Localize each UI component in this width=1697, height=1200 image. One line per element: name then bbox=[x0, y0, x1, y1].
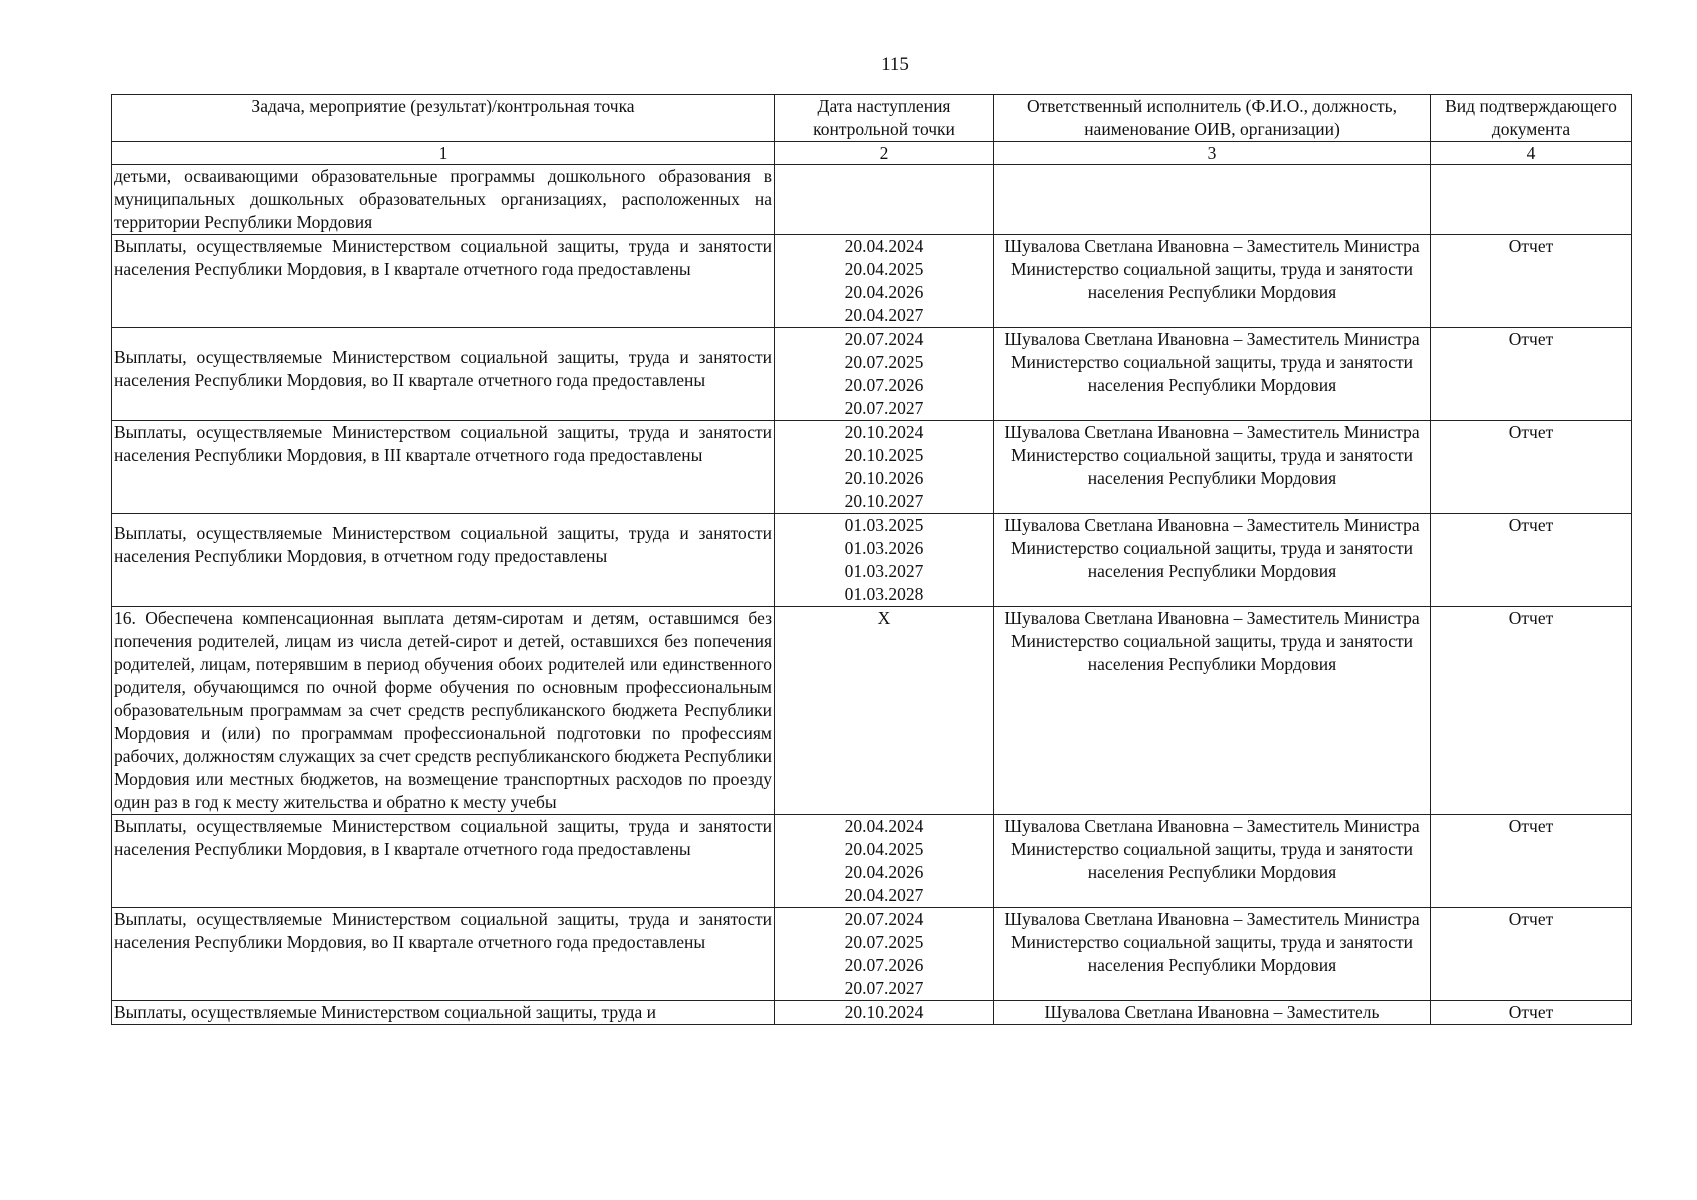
date-cell bbox=[775, 165, 994, 235]
document-type-cell: Отчет bbox=[1431, 421, 1632, 514]
responsible-cell bbox=[994, 1001, 1431, 1025]
table-body bbox=[112, 165, 1632, 1025]
control-date: 20.07.2025 bbox=[844, 352, 924, 372]
task-cell: 16. Обеспечена компенсационная выплата детям-сиротам и детям, оставшимся без попечения родителей, лицам из числа детей-сирот и детей, оставшихся без попечения родителей, лицам, потерявшим в период обучения обоих родителей или единственного родителя, обучающимся по очной форме обучения по основным профессиональным образовательным программам за счет средств республиканского бюджета Республики Мордовия и (или) по программам профессиональной подготовки по профессиям рабочих, должностям служащих за счет средств республиканского бюджета Республики Мордовия или местных бюджетов, на возмещение транспортных расходов по проезду один раз в год к месту жительства и обратно к месту учебы bbox=[112, 607, 775, 815]
control-date: 01.03.2027 bbox=[844, 561, 924, 581]
control-date: 20.10.2024 bbox=[844, 1002, 924, 1022]
responsible-organization: Министерство социальной защиты, труда и занятости населения Республики Мордовия bbox=[1011, 631, 1413, 674]
header-task: Задача, мероприятие (результат)/контрольная точка bbox=[112, 95, 775, 142]
table-row bbox=[112, 607, 1632, 815]
task-cell: детьми, осваивающими образовательные программы дошкольного образования в муниципальных дошкольных образовательных организациях, расположенных на территории Республики Мордовия bbox=[112, 165, 775, 235]
control-date: 20.04.2026 bbox=[844, 862, 924, 882]
date-cell bbox=[775, 328, 994, 421]
control-date: 20.07.2024 bbox=[844, 329, 924, 349]
control-date: 20.07.2026 bbox=[844, 375, 924, 395]
table-row bbox=[112, 235, 1632, 328]
document-type-cell: Отчет bbox=[1431, 235, 1632, 328]
responsible-cell bbox=[994, 815, 1431, 908]
table-row bbox=[112, 908, 1632, 1001]
document-type-cell bbox=[1431, 165, 1632, 235]
control-date: 20.10.2025 bbox=[844, 445, 924, 465]
table-row bbox=[112, 328, 1632, 421]
control-date: 20.04.2024 bbox=[844, 236, 924, 256]
responsible-person: Шувалова Светлана Ивановна – Заместитель Министра bbox=[1004, 608, 1420, 628]
control-date: 20.07.2025 bbox=[844, 932, 924, 952]
control-date: Х bbox=[877, 608, 891, 628]
task-cell: Выплаты, осуществляемые Министерством социальной защиты, труда и занятости населения Республики Мордовия, в отчетном году предоставлены bbox=[112, 514, 775, 607]
control-date: 20.10.2027 bbox=[844, 491, 924, 511]
responsible-person: Шувалова Светлана Ивановна – Заместитель Министра bbox=[1004, 422, 1420, 442]
date-cell bbox=[775, 607, 994, 815]
control-date: 20.07.2026 bbox=[844, 955, 924, 975]
column-number-row bbox=[112, 142, 1632, 165]
control-date: 20.04.2025 bbox=[844, 839, 924, 859]
control-date: 20.04.2027 bbox=[844, 305, 924, 325]
date-cell bbox=[775, 514, 994, 607]
control-date: 20.04.2027 bbox=[844, 885, 924, 905]
task-cell: Выплаты, осуществляемые Министерством социальной защиты, труда и bbox=[112, 1001, 775, 1025]
control-date: 20.10.2024 bbox=[844, 422, 924, 442]
control-date: 20.07.2027 bbox=[844, 978, 924, 998]
page-number: 115 bbox=[881, 54, 909, 75]
control-date: 20.07.2027 bbox=[844, 398, 924, 418]
responsible-person: Шувалова Светлана Ивановна – Заместитель Министра bbox=[1004, 816, 1420, 836]
responsible-organization: Министерство социальной защиты, труда и занятости населения Республики Мордовия bbox=[1011, 352, 1413, 395]
control-date: 20.04.2026 bbox=[844, 282, 924, 302]
responsible-cell bbox=[994, 908, 1431, 1001]
control-date: 20.04.2024 bbox=[844, 816, 924, 836]
task-cell: Выплаты, осуществляемые Министерством социальной защиты, труда и занятости населения Республики Мордовия, в III квартале отчетного года предоставлены bbox=[112, 421, 775, 514]
control-date: 20.07.2024 bbox=[844, 909, 924, 929]
column-number: 4 bbox=[1431, 142, 1632, 165]
control-date: 20.04.2025 bbox=[844, 259, 924, 279]
responsible-cell bbox=[994, 165, 1431, 235]
task-cell: Выплаты, осуществляемые Министерством социальной защиты, труда и занятости населения Республики Мордовия, в I квартале отчетного года предоставлены bbox=[112, 235, 775, 328]
table-row bbox=[112, 514, 1632, 607]
task-cell: Выплаты, осуществляемые Министерством социальной защиты, труда и занятости населения Республики Мордовия, в I квартале отчетного года предоставлены bbox=[112, 815, 775, 908]
responsible-person: Шувалова Светлана Ивановна – Заместитель Министра bbox=[1004, 236, 1420, 256]
date-cell bbox=[775, 815, 994, 908]
responsible-cell bbox=[994, 607, 1431, 815]
responsible-organization: Министерство социальной защиты, труда и занятости населения Республики Мордовия bbox=[1011, 259, 1413, 302]
document-type-cell: Отчет bbox=[1431, 514, 1632, 607]
date-cell bbox=[775, 235, 994, 328]
responsible-organization: Министерство социальной защиты, труда и занятости населения Республики Мордовия bbox=[1011, 445, 1413, 488]
table-row bbox=[112, 815, 1632, 908]
responsible-cell bbox=[994, 514, 1431, 607]
date-cell bbox=[775, 908, 994, 1001]
document-type-cell: Отчет bbox=[1431, 908, 1632, 1001]
responsible-person: Шувалова Светлана Ивановна – Заместитель Министра bbox=[1004, 329, 1420, 349]
responsible-person: Шувалова Светлана Ивановна – Заместитель Министра bbox=[1004, 909, 1420, 929]
responsible-cell bbox=[994, 421, 1431, 514]
table-header-row bbox=[112, 95, 1632, 142]
table-row bbox=[112, 165, 1632, 235]
document-type-cell: Отчет bbox=[1431, 815, 1632, 908]
date-cell bbox=[775, 421, 994, 514]
column-number: 2 bbox=[775, 142, 994, 165]
responsible-cell bbox=[994, 328, 1431, 421]
date-cell bbox=[775, 1001, 994, 1025]
responsible-person: Шувалова Светлана Ивановна – Заместитель bbox=[1044, 1002, 1380, 1022]
control-date: 01.03.2025 bbox=[844, 515, 924, 535]
responsible-cell bbox=[994, 235, 1431, 328]
task-cell: Выплаты, осуществляемые Министерством социальной защиты, труда и занятости населения Республики Мордовия, во II квартале отчетного года предоставлены bbox=[112, 908, 775, 1001]
document-type-cell: Отчет bbox=[1431, 1001, 1632, 1025]
document-type-cell: Отчет bbox=[1431, 607, 1632, 815]
control-date: 01.03.2026 bbox=[844, 538, 924, 558]
table-row bbox=[112, 421, 1632, 514]
header-responsible: Ответственный исполнитель (Ф.И.О., должность, наименование ОИВ, организации) bbox=[994, 95, 1431, 142]
control-date: 01.03.2028 bbox=[844, 584, 924, 604]
header-date: Дата наступления контрольной точки bbox=[775, 95, 994, 142]
table-row bbox=[112, 1001, 1632, 1025]
header-document: Вид подтверждающего документа bbox=[1431, 95, 1632, 142]
column-number: 3 bbox=[994, 142, 1431, 165]
document-type-cell: Отчет bbox=[1431, 328, 1632, 421]
responsible-organization: Министерство социальной защиты, труда и занятости населения Республики Мордовия bbox=[1011, 538, 1413, 581]
control-points-table bbox=[111, 94, 1632, 1025]
responsible-organization: Министерство социальной защиты, труда и занятости населения Республики Мордовия bbox=[1011, 932, 1413, 975]
responsible-person: Шувалова Светлана Ивановна – Заместитель Министра bbox=[1004, 515, 1420, 535]
task-cell: Выплаты, осуществляемые Министерством социальной защиты, труда и занятости населения Республики Мордовия, во II квартале отчетного года предоставлены bbox=[112, 328, 775, 421]
column-number: 1 bbox=[112, 142, 775, 165]
control-date: 20.10.2026 bbox=[844, 468, 924, 488]
responsible-organization: Министерство социальной защиты, труда и занятости населения Республики Мордовия bbox=[1011, 839, 1413, 882]
